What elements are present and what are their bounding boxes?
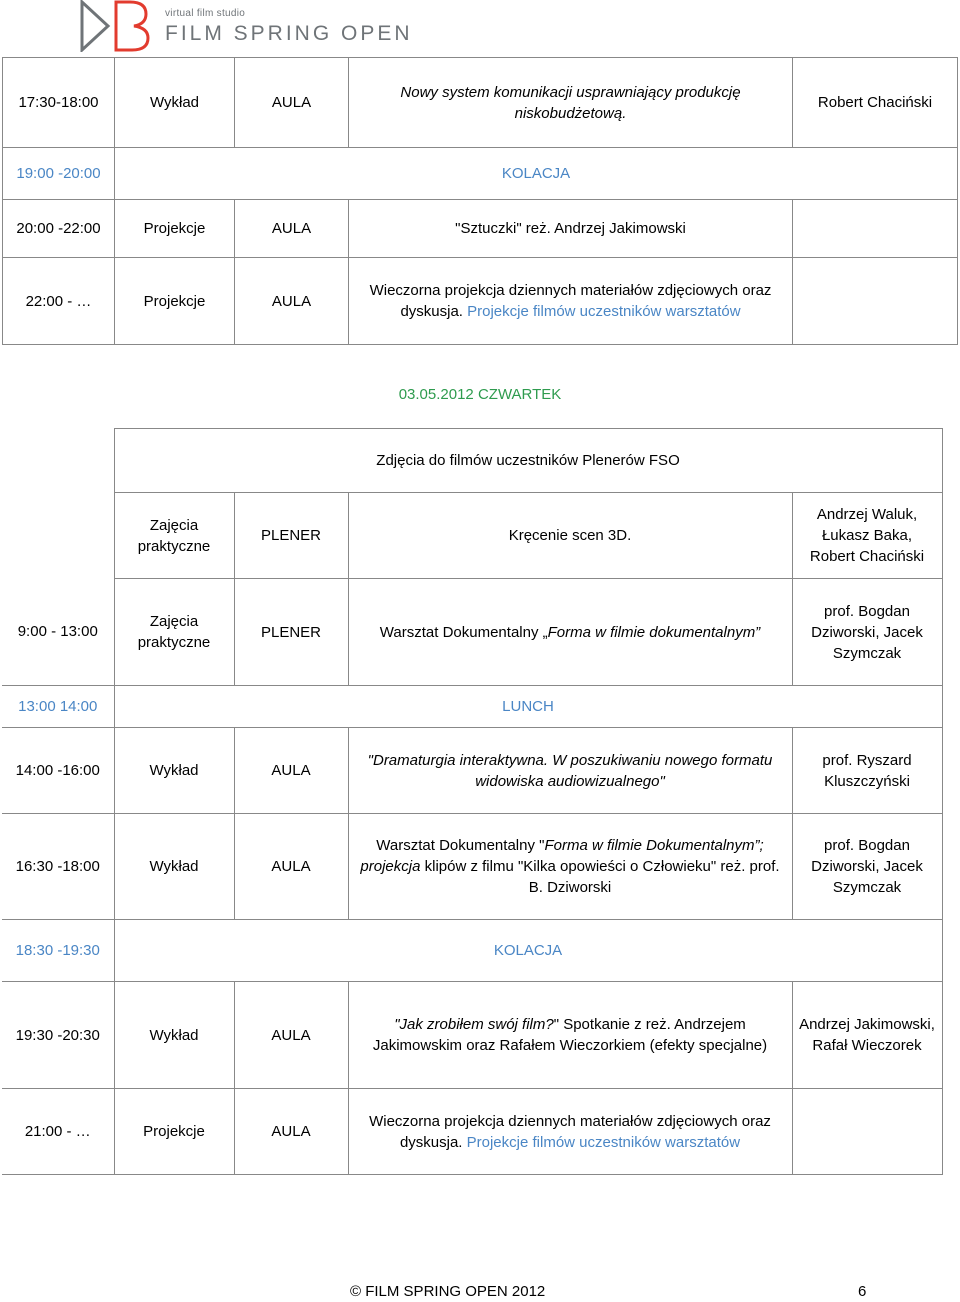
logo-mark-icon (78, 0, 160, 52)
table-row (2, 728, 942, 814)
desc-part: Projekcje filmów uczestników warsztatów (462, 303, 741, 320)
header-logo (78, 0, 160, 52)
desc-part: Forma w filmie Dokumentalnym”; (544, 837, 764, 854)
desc-part: klipów z filmu "Kilka opowieści o Człowieku" reż. prof. B. Dziworski (420, 858, 780, 896)
desc-cell: "Dramaturgia interaktywna. W poszukiwaniu nowego formatu widowiska audiowizualnego" (348, 728, 792, 814)
banner-cell: Zdjęcia do filmów uczestników Plenerów FSO (114, 429, 942, 493)
table-row (2, 493, 942, 579)
desc-part: Forma w filmie dokumentalnym” (547, 623, 761, 641)
type-cell: Projekcje (115, 258, 235, 345)
place-cell: AULA (234, 982, 348, 1089)
desc-cell (348, 579, 792, 686)
break-cell: LUNCH (114, 686, 942, 728)
footer-copyright: © FILM SPRING OPEN 2012 (350, 1283, 546, 1300)
type-cell: Projekcje (114, 1089, 234, 1175)
type-cell: Wykład (114, 728, 234, 814)
type-cell: Zajęcia praktyczne (114, 493, 234, 579)
desc-cell (349, 258, 793, 345)
time-cell: 19:30 -20:30 (2, 982, 114, 1089)
who-cell: prof. Bogdan Dziworski, Jacek Szymczak (792, 814, 942, 920)
time-cell: 21:00 - … (2, 1089, 114, 1175)
desc-cell: Kręcenie scen 3D. (348, 493, 792, 579)
time-cell: 22:00 - … (3, 258, 115, 345)
table-row (3, 200, 958, 258)
who-cell: Andrzej Waluk, Łukasz Baka, Robert Chaciński (792, 493, 942, 579)
time-cell: 16:30 -18:00 (2, 814, 114, 920)
who-cell (793, 258, 958, 345)
desc-part: Wieczorna projekcja dziennych materiałów zdjęciowych oraz dyskusja. (369, 1112, 771, 1151)
desc-cell (348, 814, 792, 920)
table-row (2, 814, 942, 920)
desc-part: Projekcje filmów uczestników warsztatów (462, 1133, 741, 1151)
desc-part: Warsztat Dokumentalny „ (379, 623, 548, 641)
break-cell: KOLACJA (114, 920, 942, 982)
place-cell: PLENER (234, 493, 348, 579)
time-cell: 9:00 - 13:00 (2, 579, 114, 686)
place-cell: AULA (235, 258, 349, 345)
who-cell (792, 1089, 942, 1175)
desc-cell (348, 982, 792, 1089)
desc-cell: "Sztuczki" reż. Andrzej Jakimowski (349, 200, 793, 258)
schedule-table-day1 (2, 57, 958, 345)
place-cell: AULA (235, 200, 349, 258)
time-cell: 17:30-18:00 (3, 58, 115, 148)
who-cell: Robert Chaciński (793, 58, 958, 148)
empty-cell (2, 429, 114, 493)
place-cell: AULA (234, 814, 348, 920)
desc-part: Wieczorna projekcja dziennych materiałów zdjęciowych oraz dyskusja. (369, 282, 772, 320)
who-cell: prof. Bogdan Dziworski, Jacek Szymczak (792, 579, 942, 686)
time-cell: 14:00 -16:00 (2, 728, 114, 814)
schedule-table-day2 (2, 428, 943, 1175)
type-cell: Projekcje (115, 200, 235, 258)
break-cell: KOLACJA (115, 148, 958, 200)
time-cell: 19:00 -20:00 (3, 148, 115, 200)
desc-part: Warsztat Dokumentalny " (376, 837, 545, 854)
desc-cell: Nowy system komunikacji usprawniający produkcję niskobudżetową. (349, 58, 793, 148)
type-cell: Wykład (114, 982, 234, 1089)
desc-part: " Spotkanie z reż. Andrzejem Jakimowskim oraz Rafałem Wieczorkiem (efekty specjalne) (372, 1016, 768, 1054)
place-cell: AULA (234, 1089, 348, 1175)
who-cell (793, 200, 958, 258)
table-row (2, 686, 942, 728)
type-cell: Wykład (115, 58, 235, 148)
place-cell: AULA (235, 58, 349, 148)
who-cell: prof. Ryszard Kluszczyński (792, 728, 942, 814)
desc-cell (348, 1089, 792, 1175)
time-cell: 13:00 14:00 (2, 686, 114, 728)
place-cell: AULA (234, 728, 348, 814)
time-cell (2, 493, 114, 579)
table-row (3, 258, 958, 345)
desc-part: projekcja (360, 858, 421, 875)
type-cell: Wykład (114, 814, 234, 920)
logo-title: FILM SPRING OPEN (165, 22, 413, 45)
page-number: 6 (858, 1283, 867, 1300)
day-title: 03.05.2012 CZWARTEK (398, 386, 562, 403)
table-row (2, 1089, 942, 1175)
time-cell: 20:00 -22:00 (3, 200, 115, 258)
type-cell: Zajęcia praktyczne (114, 579, 234, 686)
logo-subtitle: virtual film studio (165, 8, 246, 19)
table-row (2, 429, 942, 493)
desc-part: "Jak zrobiłem swój film? (394, 1016, 554, 1033)
place-cell: PLENER (234, 579, 348, 686)
table-row (3, 58, 958, 148)
time-cell: 18:30 -19:30 (2, 920, 114, 982)
table-row (2, 982, 942, 1089)
who-cell: Andrzej Jakimowski, Rafał Wieczorek (792, 982, 942, 1089)
table-row (2, 920, 942, 982)
table-row (3, 148, 958, 200)
table-row (2, 579, 942, 686)
